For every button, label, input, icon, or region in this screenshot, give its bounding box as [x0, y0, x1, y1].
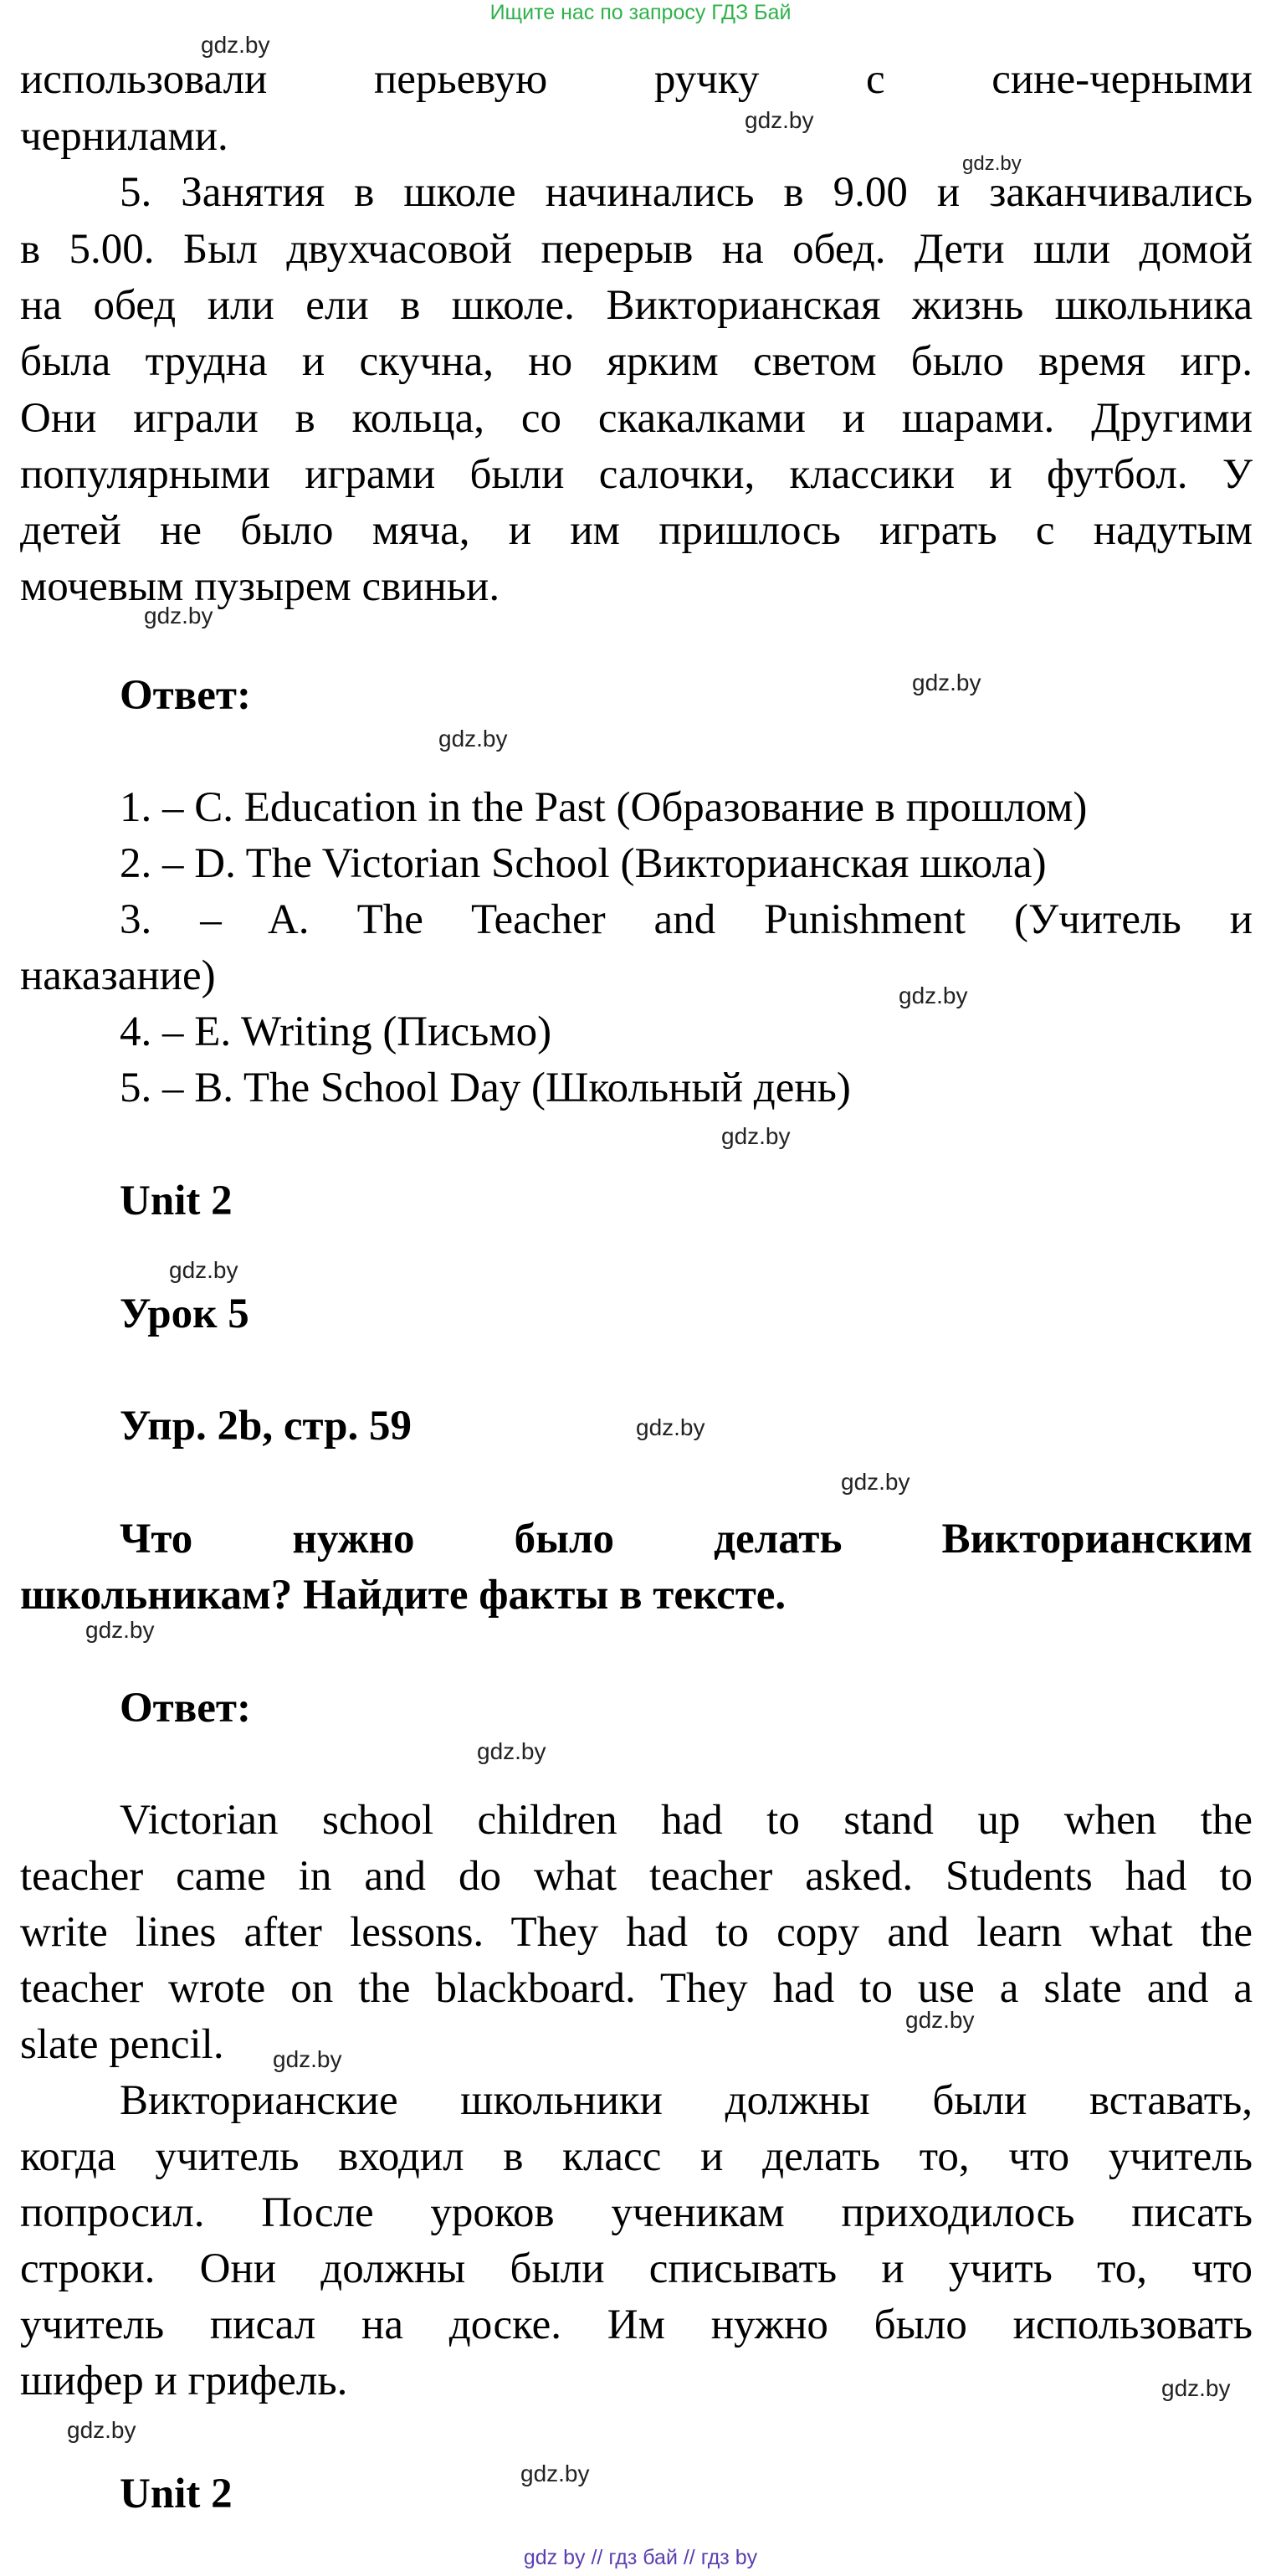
english-text-line: Victorian school children had to stand up when the [120, 1797, 1253, 1844]
answer-item: 4. – E. Writing (Письмо) [120, 1008, 552, 1055]
watermark: gdz.by [477, 1738, 546, 1764]
watermark: gdz.by [1161, 2375, 1231, 2401]
unit-heading: Unit 2 [120, 1178, 233, 1224]
watermark: gdz.by [520, 2461, 590, 2486]
answer-heading: Ответ: [120, 1685, 251, 1732]
text-line: была трудна и скучна, но ярким светом было время игр. [20, 338, 1253, 385]
answer-item: наказание) [20, 952, 216, 999]
text-line: популярными играми были салочки, классики и футбол. У [20, 451, 1253, 498]
watermark: gdz.by [899, 983, 968, 1008]
watermark: gdz.by [962, 152, 1022, 175]
watermark: gdz.by [636, 1414, 705, 1440]
lesson-heading: Урок 5 [120, 1291, 249, 1337]
unit-heading: Unit 2 [120, 2471, 233, 2517]
text-line: использовали перьевую ручку с сине-черными [20, 56, 1253, 103]
question-line: школьникам? Найдите факты в тексте. [20, 1572, 787, 1619]
watermark: gdz.by [841, 1469, 910, 1495]
watermark: gdz.by [85, 1617, 155, 1643]
text-line: чернилами. [20, 113, 228, 160]
english-text-line: teacher came in and do what teacher asked. Students had to [20, 1853, 1253, 1900]
answer-item: 2. – D. The Victorian School (Викторианская школа) [120, 840, 1047, 887]
english-text-line: teacher wrote on the blackboard. They had to use a slate and a [20, 1965, 1253, 2012]
english-text-line: write lines after lessons. They had to copy and learn what the [20, 1909, 1253, 1956]
text-line: на обед или ели в школе. Викторианская жизнь школьника [20, 282, 1253, 329]
text-line: 5. Занятия в школе начинались в 9.00 и заканчивались [120, 169, 1253, 216]
watermark: gdz.by [721, 1123, 791, 1149]
top-banner[interactable]: Ищите нас по запросу ГДЗ Бай [489, 1, 792, 24]
watermark: gdz.by [745, 107, 814, 133]
watermark: gdz.by [912, 670, 981, 695]
exercise-heading: Упр. 2b, стр. 59 [120, 1403, 412, 1450]
answer-item: 1. – C. Education in the Past (Образование в прошлом) [120, 784, 1088, 831]
watermark: gdz.by [438, 726, 508, 752]
answer-heading: Ответ: [120, 672, 251, 719]
english-text-line: slate pencil. [20, 2021, 224, 2068]
answer-item: 3. – A. The Teacher and Punishment (Учитель и [120, 896, 1253, 943]
text-line: Они играли в кольца, со скакалками и шарами. Другими [20, 395, 1253, 442]
russian-text-line: строки. Они должны были списывать и учить то, что [20, 2245, 1253, 2292]
watermark: gdz.by [905, 2007, 975, 2033]
russian-text-line: учитель писал на доске. Им нужно было использовать [20, 2301, 1253, 2348]
watermark: gdz.by [201, 32, 270, 58]
russian-text-line: попросил. После уроков ученикам приходилось писать [20, 2189, 1253, 2236]
russian-text-line: Викторианские школьники должны были вставать, [120, 2077, 1253, 2124]
watermark: gdz.by [169, 1257, 238, 1283]
russian-text-line: шифер и грифель. [20, 2358, 348, 2404]
question-line: Что нужно было делать Викторианским [120, 1516, 1253, 1563]
text-line: детей не было мяча, и им пришлось играть с надутым [20, 507, 1253, 554]
answer-item: 5. – B. The School Day (Школьный день) [120, 1065, 851, 1111]
text-line: в 5.00. Был двухчасовой перерыв на обед. Дети шли домой [20, 226, 1253, 273]
watermark: gdz.by [67, 2417, 136, 2443]
russian-text-line: когда учитель входил в класс и делать то, что учитель [20, 2133, 1253, 2180]
footer-links[interactable]: gdz by // гдз бай // гдз by [523, 2546, 758, 2569]
watermark: gdz.by [273, 2046, 342, 2072]
text-line: мочевым пузырем свиньи. [20, 563, 500, 610]
watermark: gdz.by [144, 603, 213, 629]
